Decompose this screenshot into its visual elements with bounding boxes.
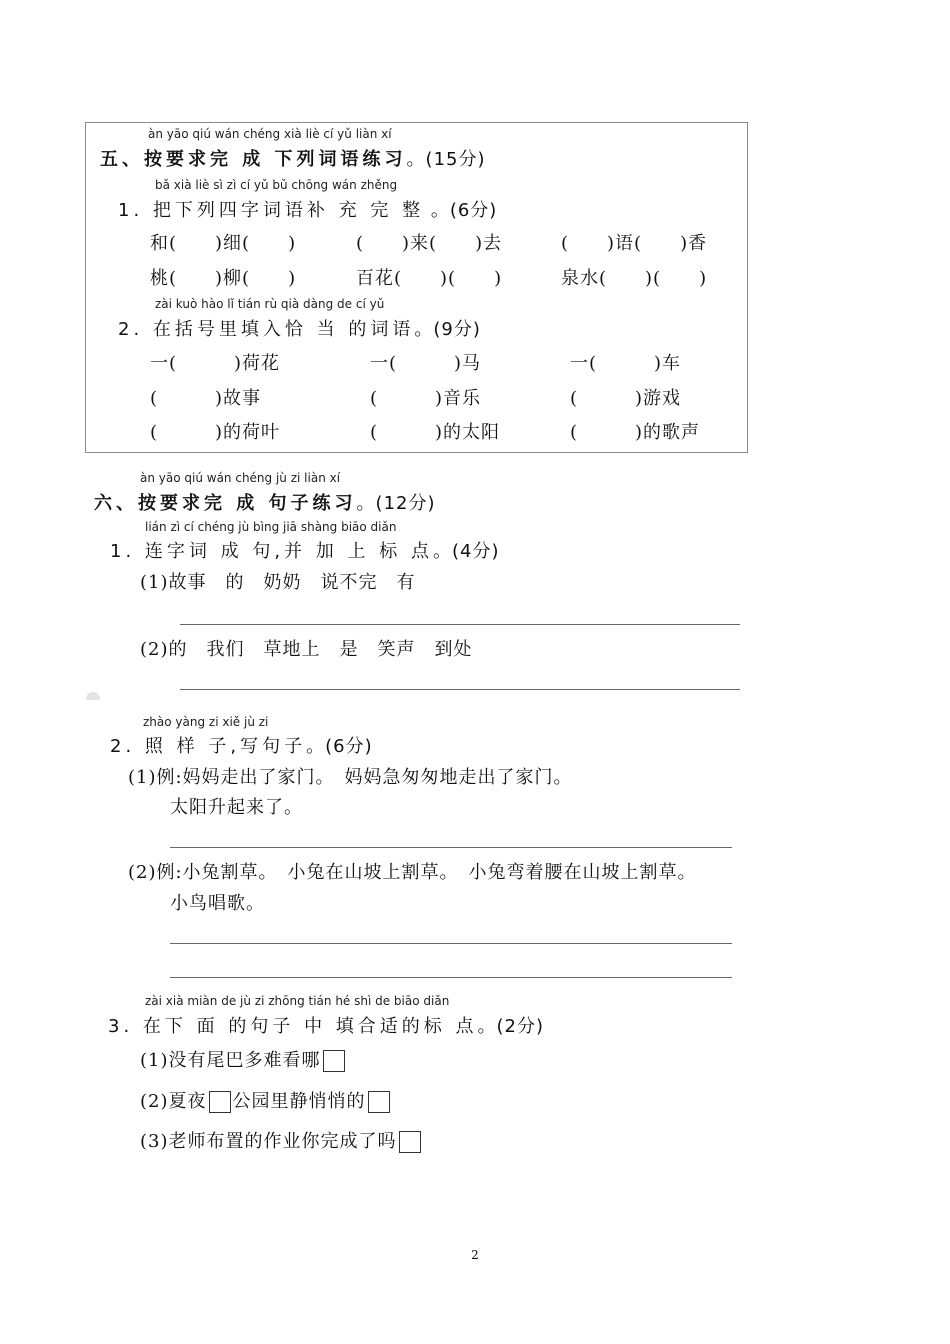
q6-3-item-1: (1)没有尾巴多难看哪 — [140, 1046, 347, 1072]
q6-3-item-2: (2)夏夜 公园里静悄悄的 — [140, 1087, 392, 1113]
q5-2-blank-3[interactable]: 一( )车 — [570, 353, 682, 374]
q5-1-blank-5[interactable]: 百花( )( ) — [356, 268, 503, 289]
q5-2-blank-8[interactable]: ( )的太阳 — [370, 422, 501, 443]
scan-mark — [86, 692, 100, 700]
q6-1-heading: 1. 连字词 成 句,并 加 上 标 点。(4分) — [110, 541, 500, 562]
punctuation-box-3[interactable] — [368, 1091, 390, 1113]
q5-1-blank-2[interactable]: ( )来( )去 — [356, 233, 503, 254]
q5-2-blank-5[interactable]: ( )音乐 — [370, 388, 482, 409]
q5-1-blank-1[interactable]: 和( )细( ) — [150, 233, 297, 254]
q5-2-pinyin: zài kuò hào lǐ tián rù qià dàng de cí yǔ — [155, 297, 385, 311]
q6-2-answer-line-2[interactable] — [170, 943, 732, 944]
q5-1-heading: 1. 把下列四字词语补 充 完 整 。(6分) — [118, 200, 498, 221]
q5-2-blank-6[interactable]: ( )游戏 — [570, 388, 682, 409]
q6-2-item-1-task: 太阳升起来了。 — [170, 797, 303, 818]
q5-2-heading: 2. 在括号里填入恰 当 的词语。(9分) — [118, 319, 481, 340]
q5-2-blank-7[interactable]: ( )的荷叶 — [150, 422, 281, 443]
section-6-pinyin: àn yāo qiú wán chéng jù zi liàn xí — [140, 471, 341, 485]
punctuation-box-4[interactable] — [399, 1131, 421, 1153]
q6-1-answer-line-1[interactable] — [180, 624, 740, 625]
q6-2-item-2: (2)例:小兔割草。 小兔在山坡上割草。 小兔弯着腰在山坡上割草。 — [128, 862, 697, 883]
q6-3-heading: 3. 在下 面 的句子 中 填合适的标 点。(2分) — [108, 1016, 545, 1037]
q6-1-pinyin: lián zì cí chéng jù bìng jiā shàng biāo diǎn — [145, 520, 397, 534]
q6-1-answer-line-2[interactable] — [180, 689, 740, 690]
punctuation-box-2[interactable] — [209, 1091, 231, 1113]
section-5-pinyin: àn yāo qiú wán chéng xià liè cí yǔ liàn xí — [148, 127, 392, 141]
q5-1-pinyin: bǎ xià liè sì zì cí yǔ bǔ chōng wán zhěng — [155, 178, 398, 192]
page-number: 2 — [471, 1248, 479, 1262]
q6-2-answer-line-3[interactable] — [170, 977, 732, 978]
q5-2-blank-9[interactable]: ( )的歌声 — [570, 422, 701, 443]
q5-1-blank-4[interactable]: 桃( )柳( ) — [150, 268, 297, 289]
q6-2-pinyin: zhào yàng zi xiě jù zi — [143, 715, 269, 729]
q6-2-item-2-task: 小鸟唱歌。 — [170, 893, 265, 914]
q6-3-pinyin: zài xià miàn de jù zi zhōng tián hé shì de biāo diǎn — [145, 994, 450, 1008]
q5-1-blank-3[interactable]: ( )语( )香 — [561, 233, 708, 254]
q5-2-blank-4[interactable]: ( )故事 — [150, 388, 262, 409]
q6-2-answer-line-1[interactable] — [170, 847, 732, 848]
q6-2-item-1: (1)例:妈妈走出了家门。 妈妈急匆匆地走出了家门。 — [128, 767, 573, 788]
section-6-title: 六、按要求完 成 句子练习。(12分) — [94, 493, 436, 514]
punctuation-box-1[interactable] — [323, 1050, 345, 1072]
q6-1-item-2: (2)的 我们 草地上 是 笑声 到处 — [140, 639, 473, 660]
q6-1-item-1: (1)故事 的 奶奶 说不完 有 — [140, 572, 416, 593]
section-5-title: 五、按要求完 成 下列词语练习。(15分) — [100, 149, 486, 170]
q6-2-heading: 2. 照 样 子,写句子。(6分) — [110, 736, 373, 757]
q6-3-item-3: (3)老师布置的作业你完成了吗 — [140, 1127, 423, 1153]
q5-2-blank-1[interactable]: 一( )荷花 — [150, 353, 281, 374]
q5-1-blank-6[interactable]: 泉水( )( ) — [561, 268, 708, 289]
q5-2-blank-2[interactable]: 一( )马 — [370, 353, 482, 374]
